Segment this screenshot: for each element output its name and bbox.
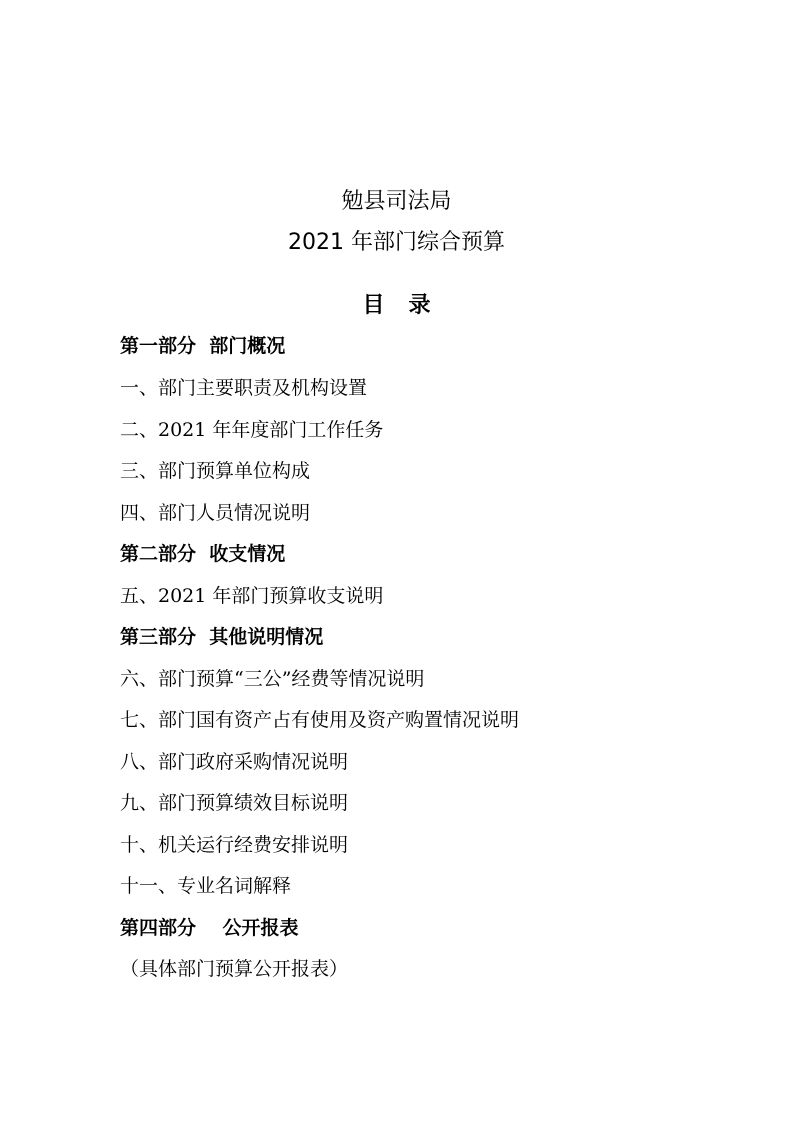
- toc-part-3: 第三部分 其他说明情况: [120, 626, 324, 648]
- toc-item-2: 二、2021 年年度部门工作任务: [120, 419, 384, 441]
- document-title: 2021 年部门综合预算: [288, 230, 505, 255]
- toc-part-1: 第一部分 部门概况: [120, 335, 286, 357]
- toc-item-6: 六、部门预算“三公”经费等情况说明: [120, 668, 425, 690]
- toc-item-11: 十一、专业名词解释: [120, 875, 292, 897]
- organization-name: 勉县司法局: [341, 189, 452, 214]
- toc-item-8: 八、部门政府采购情况说明: [120, 751, 349, 773]
- toc-part-2: 第二部分 收支情况: [120, 543, 286, 565]
- toc-item-3: 三、部门预算单位构成: [120, 460, 311, 482]
- toc-part-4: 第四部分 公开报表: [120, 917, 299, 939]
- toc-item-7: 七、部门国有资产占有使用及资产购置情况说明: [120, 709, 520, 731]
- toc-item-12: （具体部门预算公开报表）: [120, 958, 349, 980]
- toc-item-4: 四、部门人员情况说明: [120, 502, 311, 524]
- toc-item-1: 一、部门主要职责及机构设置: [120, 377, 368, 399]
- toc-item-5: 五、2021 年部门预算收支说明: [120, 585, 384, 607]
- toc-item-9: 九、部门预算绩效目标说明: [120, 792, 349, 814]
- table-of-contents-heading: 目录: [362, 293, 455, 318]
- toc-item-10: 十、机关运行经费安排说明: [120, 834, 349, 856]
